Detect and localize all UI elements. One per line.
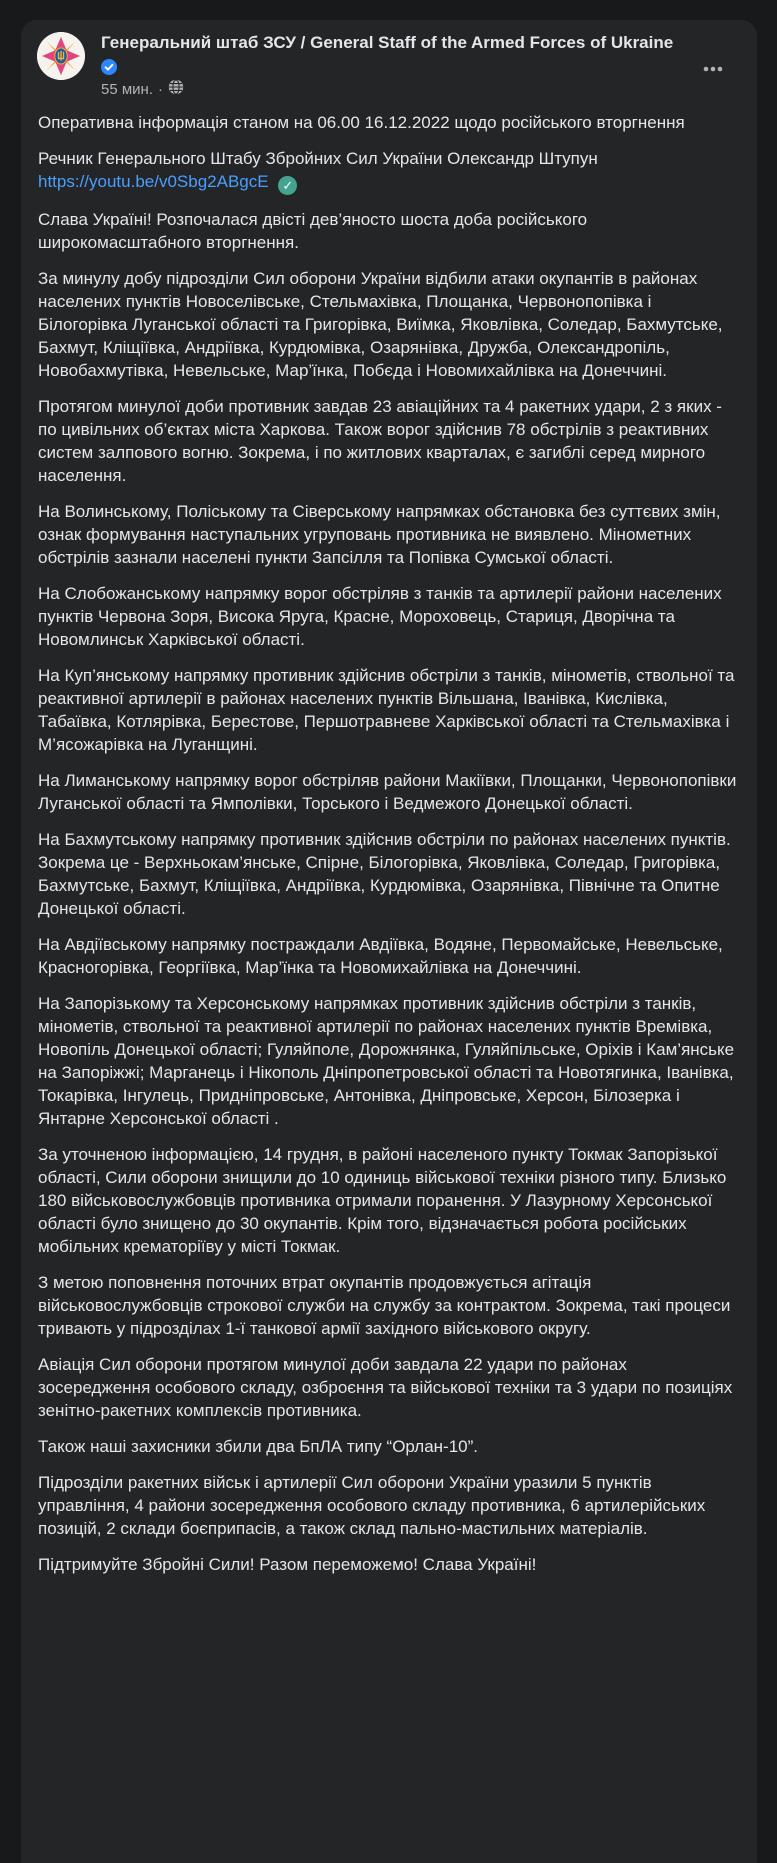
speaker-text: Речник Генерального Штабу Збройних Сил України Олександр Штупун: [38, 149, 598, 168]
post-paragraph: Авіація Сил оборони протягом минулої доби завдала 22 удари по районах зосередження особового складу, озброєння та військової техніки та 3 удари по позиціях зенітно-ракетних комплексів противника.: [38, 1355, 733, 1420]
post-paragraph: Протягом минулої доби противник завдав 23 авіаційних та 4 ракетних удари, 2 з яких - по цивільних об’єктах міста Харкова. Також ворог здійснив 78 обстрілів з реактивних систем залпового вогню. Зокрема, і по житлових кварталах, є загиблі серед мирного населення.: [38, 397, 722, 485]
post-body: [21, 100, 757, 1576]
video-link[interactable]: https://youtu.be/v0Sbg2ABgcE: [38, 172, 269, 191]
post-header: [21, 20, 757, 100]
meta-separator: ·: [158, 81, 163, 98]
post-paragraph: Підрозділи ракетних військ і артилерії Сил оборони України уразили 5 пунктів управління, 4 райони зосередження особового складу противника, 6 артилерійських позицій, 2 склади боєприпасів, а також склад пально-мастильних матеріалів.: [38, 1473, 706, 1538]
page-avatar[interactable]: [37, 32, 85, 80]
badge-row: [101, 59, 697, 75]
post-meta: [101, 79, 697, 100]
post-paragraph: На Запорізькому та Херсонському напрямках противник здійснив обстріли з танків, мінометів, ствольної та реактивної артилерії по районах населених пунктів Времівка, Новопіль Донецької області; Гуляйполе, Дорожнянка, Гуляйпільське, Оріхів і Кам’янське на Запоріжжі; Марганець і Нікополь Дніпропетровської області та Новотягинка, Іванівка, Токарівка, Інгулець, Придніпровське, Антонівка, Дніпровське, Херсон, Білозерка і Янтарне Херсонської області .: [38, 994, 735, 1128]
post-paragraph: Підтримуйте Збройні Сили! Разом переможемо! Слава Україні!: [38, 1555, 537, 1574]
header-text-block: [101, 32, 697, 100]
post-options-button[interactable]: [697, 50, 729, 85]
verified-badge-icon: [101, 59, 117, 75]
post-paragraph: За минулу добу підрозділи Сил оборони України відбили атаки окупантів в районах населених пунктів Новоселівське, Стельмахівка, Площанка, Червонопопівка і Білогорівка Луганської області та Григорівка, Виїмка, Яковлівка, Соледар, Бахмутське, Бахмут, Кліщіївка, Андріївка, Курдюмівка, Озарянівка, Дружба, Олександропіль, Новобахмутівка, Невельське, Мар’їнка, Побєда і Новомихайлівка на Донеччині.: [38, 269, 723, 380]
general-staff-emblem-icon: [37, 32, 85, 80]
post-intro-paragraph: Оперативна інформація станом на 06.00 16.12.2022 щодо російського вторгнення: [38, 113, 685, 132]
post-paragraph: На Куп’янському напрямку противник здійснив обстріли з танків, мінометів, ствольної та реактивної артилерії в районах населених пунктів Вільшана, Іванівка, Кислівка, Табаївка, Котлярівка, Берестове, Першотравневе Харківської області та Стельмахівка і М’ясожарівка на Луганщині.: [38, 666, 735, 754]
page-name-link[interactable]: Генеральний штаб ЗСУ / General Staff of the Armed Forces of Ukraine: [101, 33, 674, 52]
post-paragraph: Також наші захисники збили два БпЛА типу “Орлан-10”.: [38, 1437, 479, 1456]
post-speaker-paragraph: [38, 147, 740, 195]
post-paragraph-list: [38, 208, 740, 1576]
post-paragraph: За уточненою інформацією, 14 грудня, в районі населеного пункту Токмак Запорізької області, Сили оборони знищили до 10 одиниць військової техніки різного типу. Близько 180 військовослужбовців противника отримали поранення. У Лазурному Херсонської області було знищено до 30 окупантів. Крім того, відзначається робота російських мобільних крематоріїву у місті Токмак.: [38, 1145, 727, 1256]
post-paragraph: На Слобожанському напрямку ворог обстріляв з танків та артилерії райони населених пунктів Червона Зоря, Висока Яруга, Красне, Мороховець, Стариця, Дворічна та Новомлинськ Харківської області.: [38, 584, 722, 649]
post-paragraph: На Волинському, Поліському та Сіверському напрямках обстановка без суттєвих змін, ознак формування наступальних угруповань противника не виявлено. Мінометних обстрілів зазнали населені пункти Запсілля та Попівка Сумської області.: [38, 502, 721, 567]
post-card: [21, 20, 757, 1863]
post-paragraph: Слава Україні! Розпочалася двісті дев’яносто шоста доба російського широкомасштабного вторгнення.: [38, 210, 588, 252]
green-check-emoji: ✓: [278, 176, 297, 195]
ellipsis-icon: [703, 66, 723, 72]
post-paragraph: На Бахмутському напрямку противник здійснив обстріли по районах населених пунктів. Зокрема це - Верхньокам’янське, Спірне, Білогорівка, Яковлівка, Соледар, Григорівка, Бахмутське, Бахмут, Кліщіївка, Андріївка, Курдюмівка, Озарянівка, Північне та Опитне Донецької області.: [38, 830, 731, 918]
post-paragraph: На Авдіївському напрямку постраждали Авдіївка, Водяне, Первомайське, Невельське, Красногорівка, Георгіївка, Мар’їнка та Новомихайлівка на Донеччині.: [38, 935, 723, 977]
post-paragraph: На Лиманському напрямку ворог обстріляв райони Макіївки, Площанки, Червонопопівки Луганської області та Ямполівки, Торського і Ведмежого Донецької області.: [38, 771, 737, 813]
globe-privacy-icon: [168, 79, 184, 100]
timestamp[interactable]: 55 мин.: [101, 81, 153, 98]
post-paragraph: З метою поповнення поточних втрат окупантів продовжується агітація військовослужбовців строкової служби на службу за контрактом. Зокрема, такі процеси тривають у підрозділах 1-ї танкової армії західного військового округу.: [38, 1273, 731, 1338]
